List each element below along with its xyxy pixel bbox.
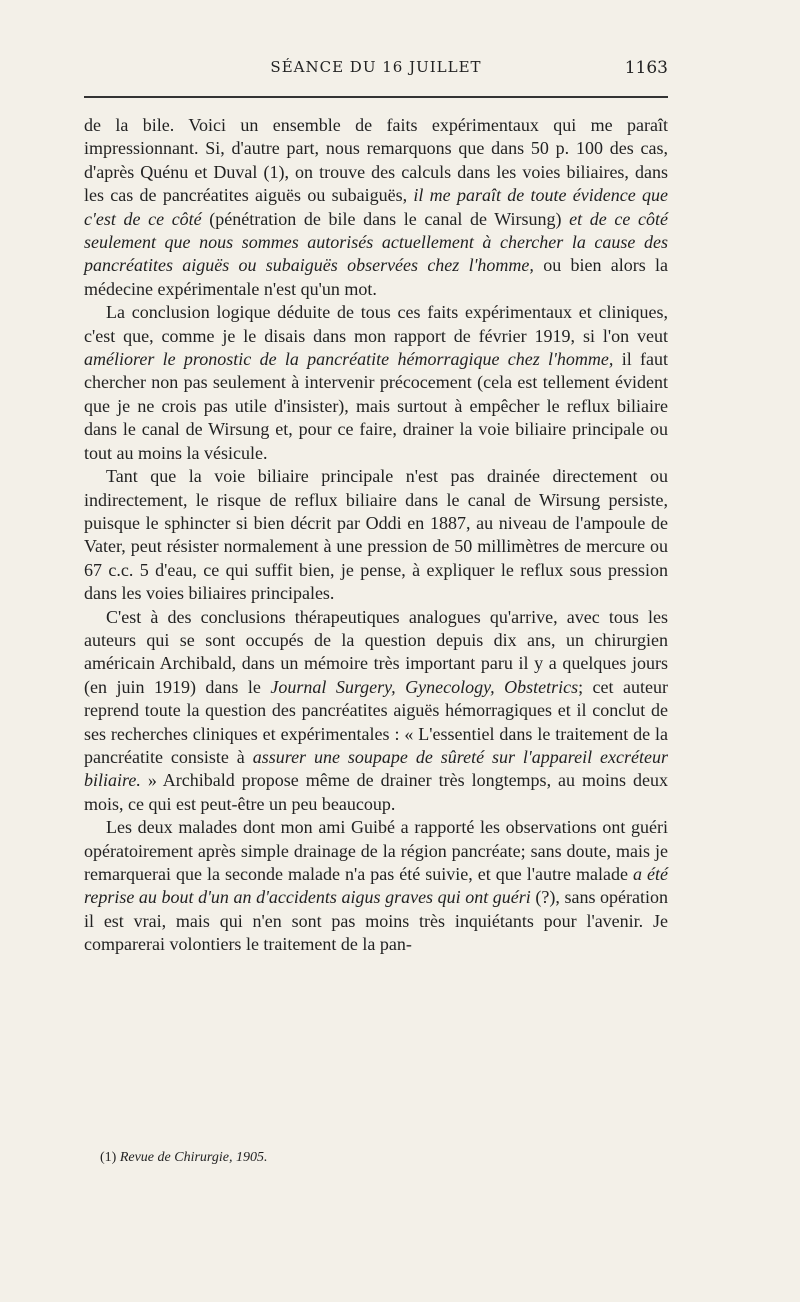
- p4-text-c: ; cet auteur reprend toute la question des pancréatites aiguës hémorragiques et il conclut de ses recherches cliniques et expérimentales : « L'essentiel dans le traitement de la pancréatite consiste à: [84, 676, 668, 767]
- paragraph-4: [84, 606, 668, 817]
- p2-italic-b: améliorer le pronostic de la pancréatite hémorragique chez l'homme,: [84, 349, 614, 370]
- footnote-text: Revue de Chirurgie, 1905.: [119, 1150, 268, 1165]
- p1-text-a: de la bile. Voici un ensemble de faits expérimentaux qui me paraît impressionnant. Si, d'autre part, nous remarquons que dans 50 p. 100 des cas, d'après Quénu et Duval (1), on trouve des calculs dans les voies biliaires, dans les cas de pancréatites aiguës ou subaiguës,: [84, 115, 668, 206]
- p4-italic-b: Journal Surgery, Gynecology, Obstetrics: [270, 676, 579, 697]
- footnote-number: (1): [100, 1150, 117, 1165]
- p1-italic-d: et de ce côté seulement que nous sommes autorisés actuellement à chercher la cause des pancréatites aiguës ou subaiguës observées chez l'homme,: [84, 208, 669, 276]
- p2-text-a: La conclusion logique déduite de tous ces faits expérimentaux et cliniques, c'est que, comme je le disais dans mon rapport de février 1919, si l'on veut: [84, 302, 668, 346]
- p2-text-c: il faut chercher non pas seulement à intervenir précocement (cela est tellement évident que je ne crois pas utile d'insister), mais surtout à empêcher le reflux biliaire dans le canal de Wirsung et, pour ce faire, drainer la voie biliaire principale ou tout au moins la vésicule.: [84, 349, 668, 463]
- p5-italic-b: a été reprise au bout d'un an d'accidents aigus graves qui ont guéri: [84, 864, 668, 908]
- paragraph-3: Tant que la voie biliaire principale n'est pas drainée directement ou indirectement, le risque de reflux biliaire dans le canal de Wirsung persiste, puisque le sphincter si bien décrit par Oddi en 1887, au niveau de l'ampoule de Vater, peut résister normalement à une pression de 50 millimètres de mercure ou 67 c.c. 5 d'eau, ce qui suffit bien, je pense, à expliquer le reflux sous pression dans les voies biliaires principales.: [84, 466, 668, 604]
- header-rule: [84, 96, 668, 98]
- p1-text-c: (pénétration de bile dans le canal de Wirsung): [201, 208, 570, 229]
- p4-text-a: C'est à des conclusions thérapeutiques analogues qu'arrive, avec tous les auteurs qui se sont occupés de la question depuis dix ans, un chirurgien américain Archibald, dans un mémoire très important paru il y a quelques jours (en juin 1919) dans le: [84, 606, 668, 697]
- paragraph-1: [84, 114, 668, 301]
- p4-italic-d: assurer une soupape de sûreté sur l'appareil excréteur biliaire.: [84, 746, 668, 791]
- paragraph-5: [84, 816, 668, 956]
- p1-italic-b: il me paraît de toute évidence que c'est de ce côté: [84, 185, 669, 229]
- paragraph-2: [84, 301, 668, 465]
- header-title: SÉANCE DU 16 JUILLET: [270, 58, 482, 76]
- page-number: 1163: [624, 58, 668, 78]
- p5-text-c: (?), sans opération il est vrai, mais qui n'en sont pas moins très inquiétants pour l'avenir. Je comparerai volontiers le traitement de la pan-: [84, 887, 669, 955]
- running-header: [84, 58, 668, 88]
- footnote: [100, 1150, 660, 1166]
- body-text: [84, 114, 668, 957]
- p1-text-e: ou bien alors la médecine expérimentale n'est qu'un mot.: [84, 255, 668, 299]
- p4-text-e: » Archibald propose même de drainer très longtemps, au moins deux mois, ce qui est peut-être un peu beaucoup.: [84, 770, 668, 814]
- p5-text-a: Les deux malades dont mon ami Guibé a rapporté les observations ont guéri opératoirement après simple drainage de la région pancréate; sans doute, mais je remarquerai que la seconde malade n'a pas été suivie, et que l'autre malade: [84, 817, 668, 884]
